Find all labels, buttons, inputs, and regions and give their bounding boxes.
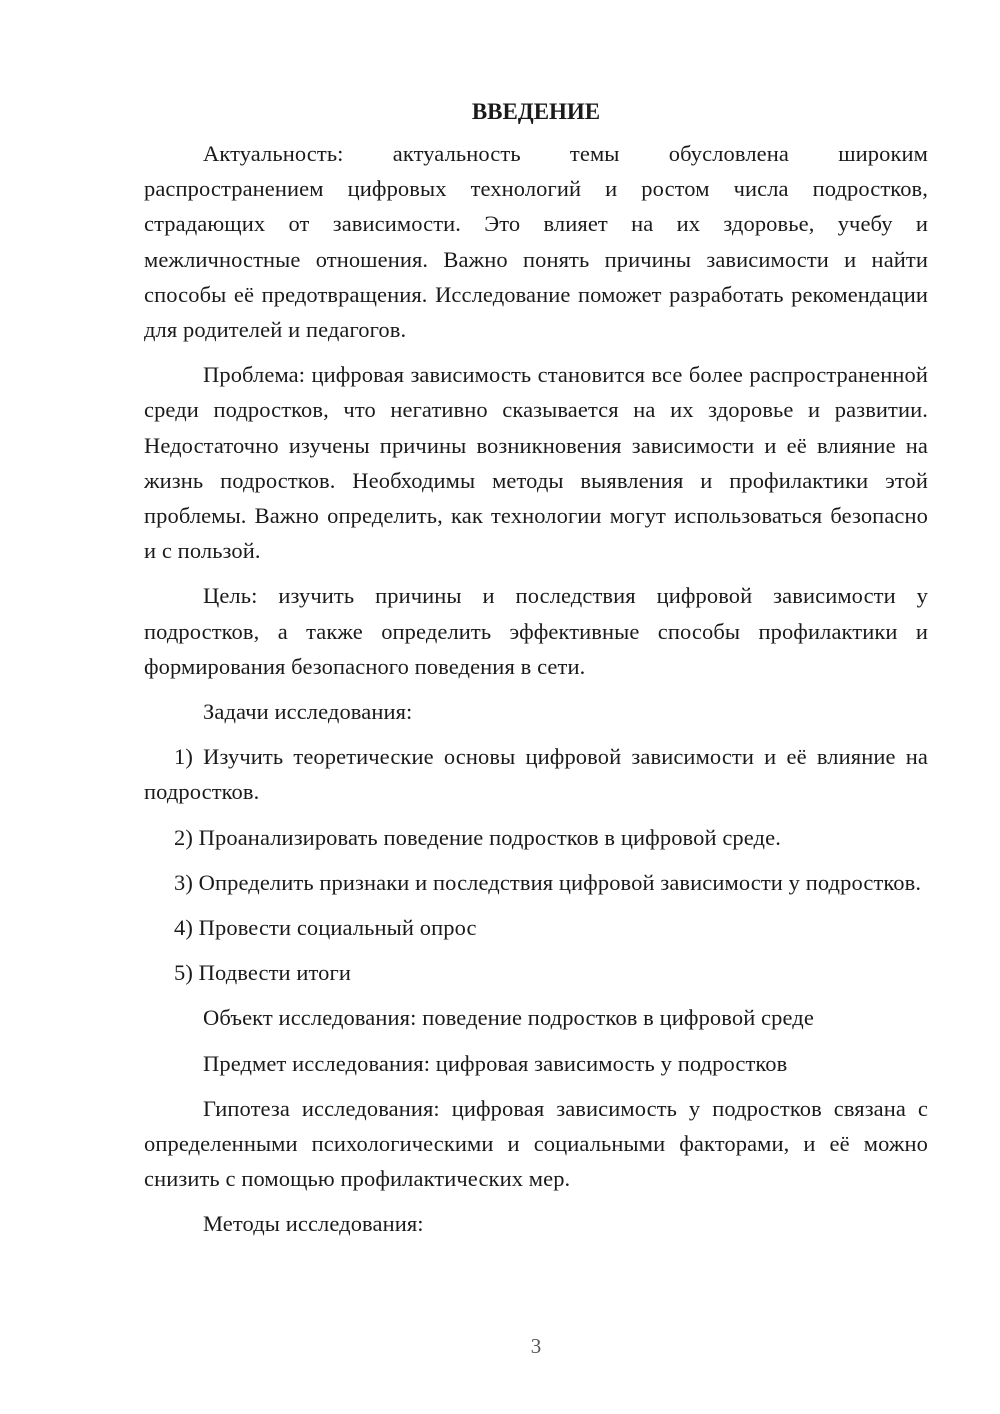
- task-item-1: 1) Изучить теоретические основы цифровой зависимости и её влияние на подростков.: [144, 744, 928, 805]
- paragraph-subject: Предмет исследования: цифровая зависимость у подростков: [203, 1050, 788, 1076]
- paragraph-object: Объект исследования: поведение подростков в цифровой среде: [203, 1005, 814, 1031]
- paragraph-goal: Цель: изучить причины и последствия цифровой зависимости у подростков, а также определить эффективные способы профилактики и формирования безопасного поведения в сети.: [144, 583, 928, 679]
- page-number: 3: [530, 1334, 542, 1358]
- paragraph-methods-title: Методы исследования:: [203, 1211, 424, 1237]
- paragraph-tasks-title: Задачи исследования:: [203, 699, 413, 725]
- task-item-2: 2) Проанализировать поведение подростков в цифровой среде.: [174, 824, 781, 850]
- paragraph-hypothesis: Гипотеза исследования: цифровая зависимость у подростков связана с определенными психологическими и социальными факторами, и её можно снизить с помощью профилактических мер.: [144, 1095, 928, 1192]
- paragraph-relevance: Актуальность: актуальность темы обусловлена широким распространением цифровых технологий и ростом числа подростков, страдающих от зависимости. Это влияет на их здоровье, учебу и межличностные отношения. Важно понять причины зависимости и найти способы её предотвращения. Исследование поможет разработать рекомендации для родителей и педагогов.: [144, 141, 928, 343]
- section-heading: ВВЕДЕНИЕ: [471, 99, 601, 124]
- task-item-3: 3) Определить признаки и последствия цифровой зависимости у подростков.: [174, 869, 922, 895]
- paragraph-problem: Проблема: цифровая зависимость становится все более распространенной среди подростков, что негативно сказывается на их здоровье и развитии. Недостаточно изучены причины возникновения зависимости и её влияние на жизнь подростков. Необходимы методы выявления и профилактики этой проблемы. Важно определить, как технологии могут использоваться безопасно и с пользой.: [144, 362, 928, 564]
- task-item-4: 4) Провести социальный опрос: [174, 915, 477, 941]
- task-item-5: 5) Подвести итоги: [174, 960, 351, 986]
- document-page: [144, 96, 928, 1252]
